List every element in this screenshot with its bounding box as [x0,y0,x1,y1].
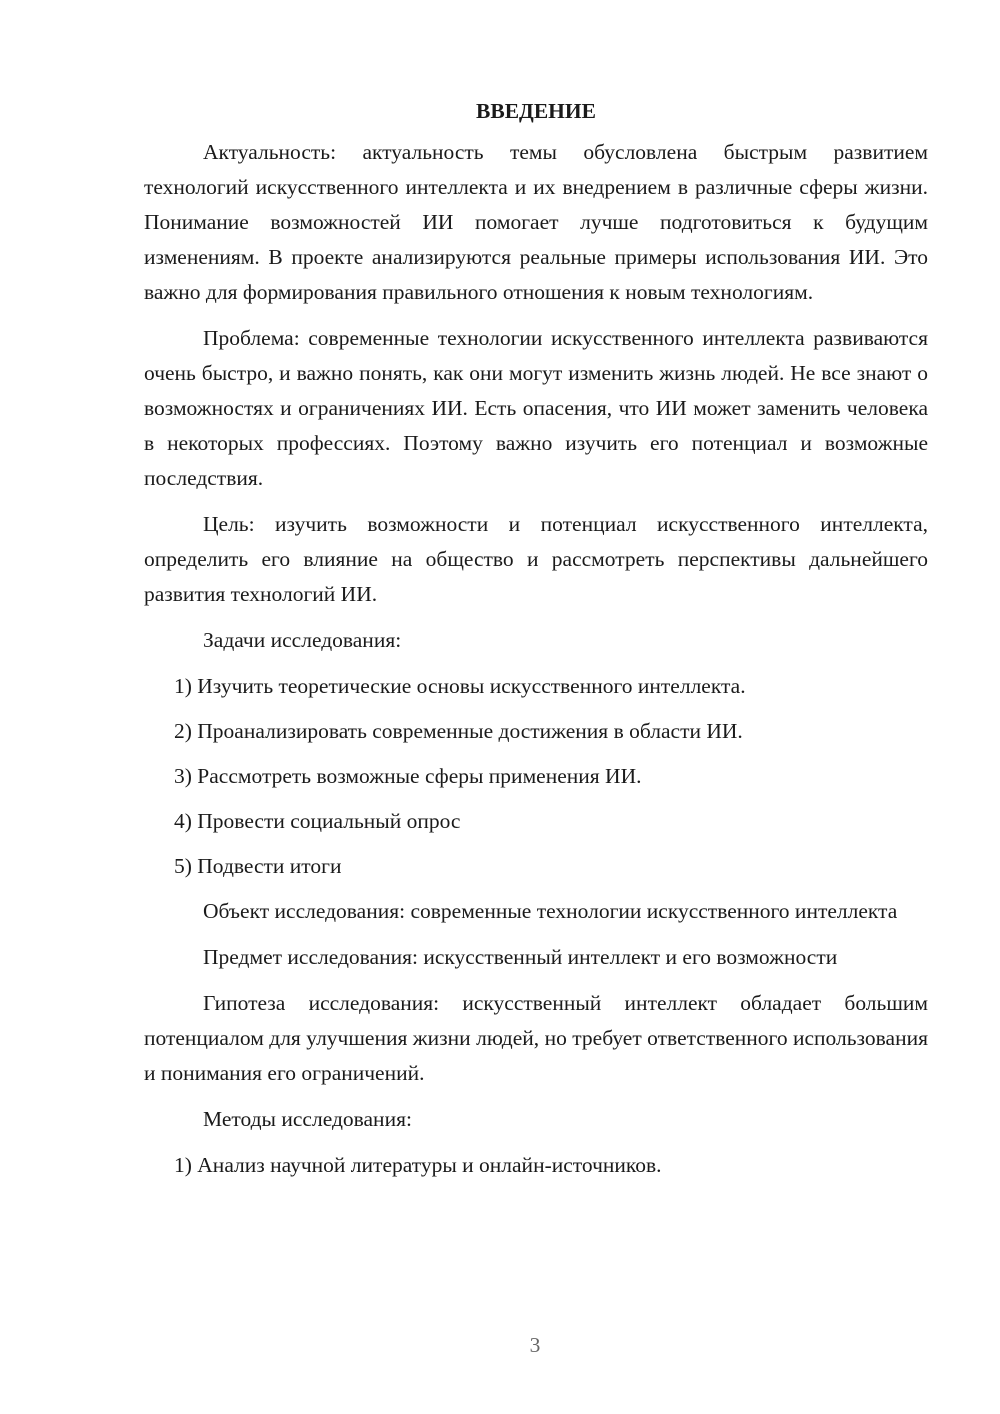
page-number: 3 [529,1333,541,1357]
task-item: 5) Подвести итоги [174,854,342,878]
object-paragraph: Объект исследования: современные технологии искусственного интеллекта [203,899,898,923]
document-title: ВВЕДЕНИЕ [476,99,596,123]
task-item: 4) Провести социальный опрос [174,809,461,833]
task-item: 3) Рассмотреть возможные сферы применения ИИ. [174,764,642,788]
problem-paragraph: Проблема: современные технологии искусственного интеллекта развиваются очень быстро, и важно понять, как они могут изменить жизнь людей. Не все знают о возможностях и ограничениях ИИ. Есть опасения, что ИИ может заменить человека в некоторых профессиях. Поэтому важно изучить его потенциал и возможные последствия. [144,326,928,490]
task-item: 1) Изучить теоретические основы искусственного интеллекта. [174,674,746,698]
methods-heading: Методы исследования: [203,1107,412,1131]
subject-paragraph: Предмет исследования: искусственный интеллект и его возможности [203,945,838,969]
document-body [144,94,928,1193]
method-item: 1) Анализ научной литературы и онлайн-источников. [174,1153,662,1177]
tasks-heading: Задачи исследования: [203,628,402,652]
relevance-paragraph: Актуальность: актуальность темы обусловлена быстрым развитием технологий искусственного интеллекта и их внедрением в различные сферы жизни. Понимание возможностей ИИ помогает лучше подготовиться к будущим изменениям. В проекте анализируются реальные примеры использования ИИ. Это важно для формирования правильного отношения к новым технологиям. [144,140,928,304]
hypothesis-paragraph: Гипотеза исследования: искусственный интеллект обладает большим потенциалом для улучшения жизни людей, но требует ответственного использования и понимания его ограничений. [144,991,928,1085]
task-item: 2) Проанализировать современные достижения в области ИИ. [174,719,743,743]
goal-paragraph: Цель: изучить возможности и потенциал искусственного интеллекта, определить его влияние на общество и рассмотреть перспективы дальнейшего развития технологий ИИ. [144,512,928,606]
